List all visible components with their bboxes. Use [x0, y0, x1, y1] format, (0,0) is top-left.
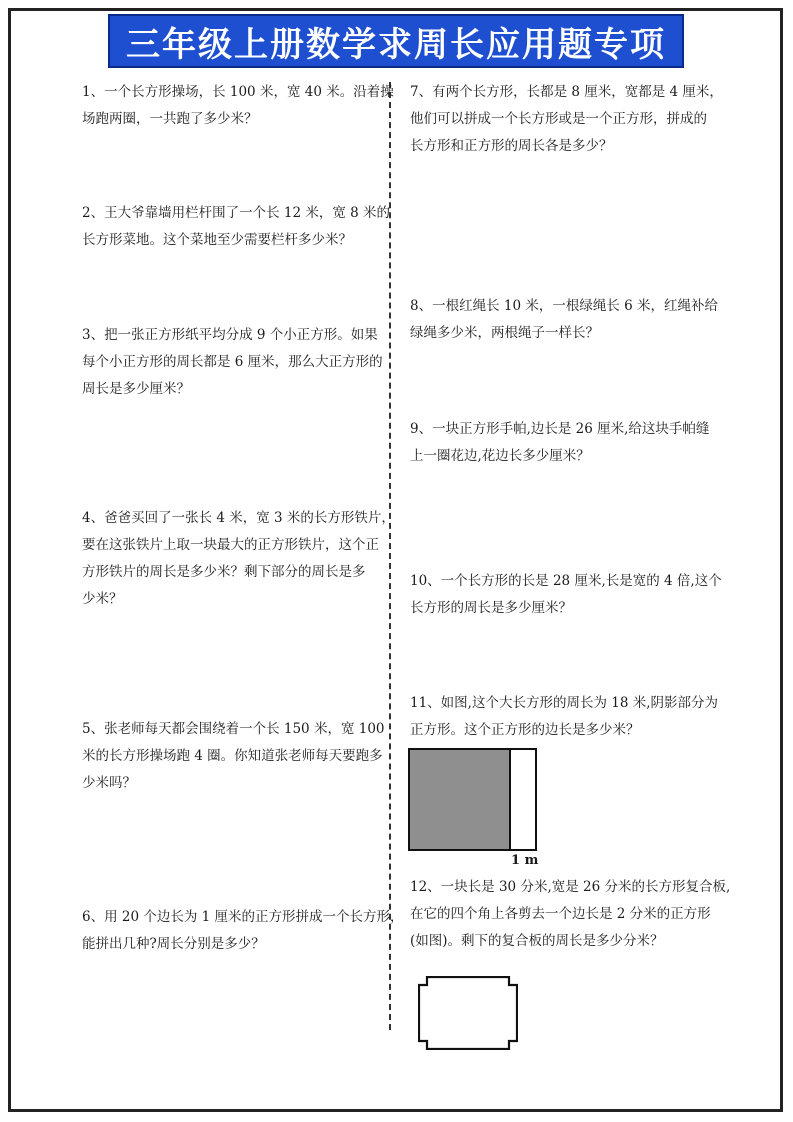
question-4-line-3: 方形铁片的周长是多少米？剩下部分的周长是多: [82, 564, 366, 580]
question-9-line-1: 9、一块正方形手帕,边长是 26 厘米,给这块手帕缝: [410, 421, 710, 437]
question-12: [410, 874, 730, 955]
question-12-line-3: (如图)。剩下的复合板的周长是多少分米？: [410, 933, 664, 949]
question-2-line-1: 2、王大爷靠墙用栏杆围了一个长 12 米，宽 8 米的: [82, 205, 391, 221]
question-2-line-2: 长方形菜地。这个菜地至少需要栏杆多少米？: [82, 232, 352, 248]
question-3: [82, 322, 383, 403]
question-1: [82, 79, 394, 133]
question-7: [410, 79, 723, 160]
question-5-line-1: 5、张老师每天都会围绕着一个长 150 米，宽 100: [82, 721, 385, 737]
question-4-line-1: 4、爸爸买回了一张长 4 米，宽 3 米的长方形铁片，: [82, 510, 395, 526]
question-8-line-2: 绿绳多少米，两根绳子一样长？: [410, 325, 599, 341]
question-4-line-4: 少米？: [82, 591, 123, 607]
question-11-line-1: 11、如图,这个大长方形的周长为 18 米,阴影部分为: [410, 695, 719, 711]
question-5-line-3: 少米吗？: [82, 775, 136, 791]
question-6: [82, 904, 404, 958]
question-11: [410, 690, 718, 744]
question-11-line-2: 正方形。这个正方形的边长是多少米？: [410, 722, 640, 738]
question-7-line-3: 长方形和正方形的周长各是多少？: [410, 138, 613, 154]
title-banner: [108, 14, 684, 68]
shaded-square: [409, 749, 510, 850]
question-10-line-1: 10、一个长方形的长是 28 厘米,长是宽的 4 倍,这个: [410, 573, 722, 589]
question-10-line-2: 长方形的周长是多少厘米？: [410, 600, 572, 616]
page-title: 三年级上册数学求周长应用题专项: [126, 24, 666, 65]
cut-corner-board: [419, 977, 517, 1049]
question-3-line-3: 周长是多少厘米？: [82, 381, 190, 397]
question-8: [410, 293, 718, 347]
question-6-line-1: 6、用 20 个边长为 1 厘米的正方形拼成一个长方形，: [82, 909, 404, 925]
question-12-line-1: 12、一块长是 30 分米,宽是 26 分米的长方形复合板,: [410, 879, 731, 895]
unshaded-strip: [510, 749, 536, 850]
question-6-line-2: 能拼出几种?周长分别是多少？: [82, 936, 265, 952]
question-10: [410, 568, 722, 622]
question-1-line-2: 场跑两圈，一共跑了多少米？: [82, 111, 258, 127]
question-12-line-2: 在它的四个角上各剪去一个边长是 2 分米的正方形: [410, 906, 711, 922]
figure-11-rectangle: [408, 748, 538, 858]
figure-12-board: [418, 976, 518, 1050]
question-5: [82, 716, 385, 797]
question-4-line-2: 要在这张铁片上取一块最大的正方形铁片，这个正: [82, 537, 379, 553]
question-1-line-1: 1、一个长方形操场，长 100 米，宽 40 米。沿着操: [82, 84, 394, 100]
question-4: [82, 505, 395, 613]
question-2: [82, 200, 390, 254]
figure-11-width-label: 1 m: [511, 853, 539, 868]
question-3-line-2: 每个小正方形的周长都是 6 厘米，那么大正方形的: [82, 354, 383, 370]
question-5-line-2: 米的长方形操场跑 4 圈。你知道张老师每天要跑多: [82, 748, 383, 764]
question-7-line-1: 7、有两个长方形，长都是 8 厘米，宽都是 4 厘米，: [410, 84, 723, 100]
question-8-line-1: 8、一根红绳长 10 米，一根绿绳长 6 米，红绳补给: [410, 298, 719, 314]
question-3-line-1: 3、把一张正方形纸平均分成 9 个小正方形。如果: [82, 327, 378, 343]
question-9: [410, 416, 709, 470]
question-9-line-2: 上一圈花边,花边长多少厘米？: [410, 448, 590, 464]
question-7-line-2: 他们可以拼成一个长方形或是一个正方形，拼成的: [410, 111, 707, 127]
